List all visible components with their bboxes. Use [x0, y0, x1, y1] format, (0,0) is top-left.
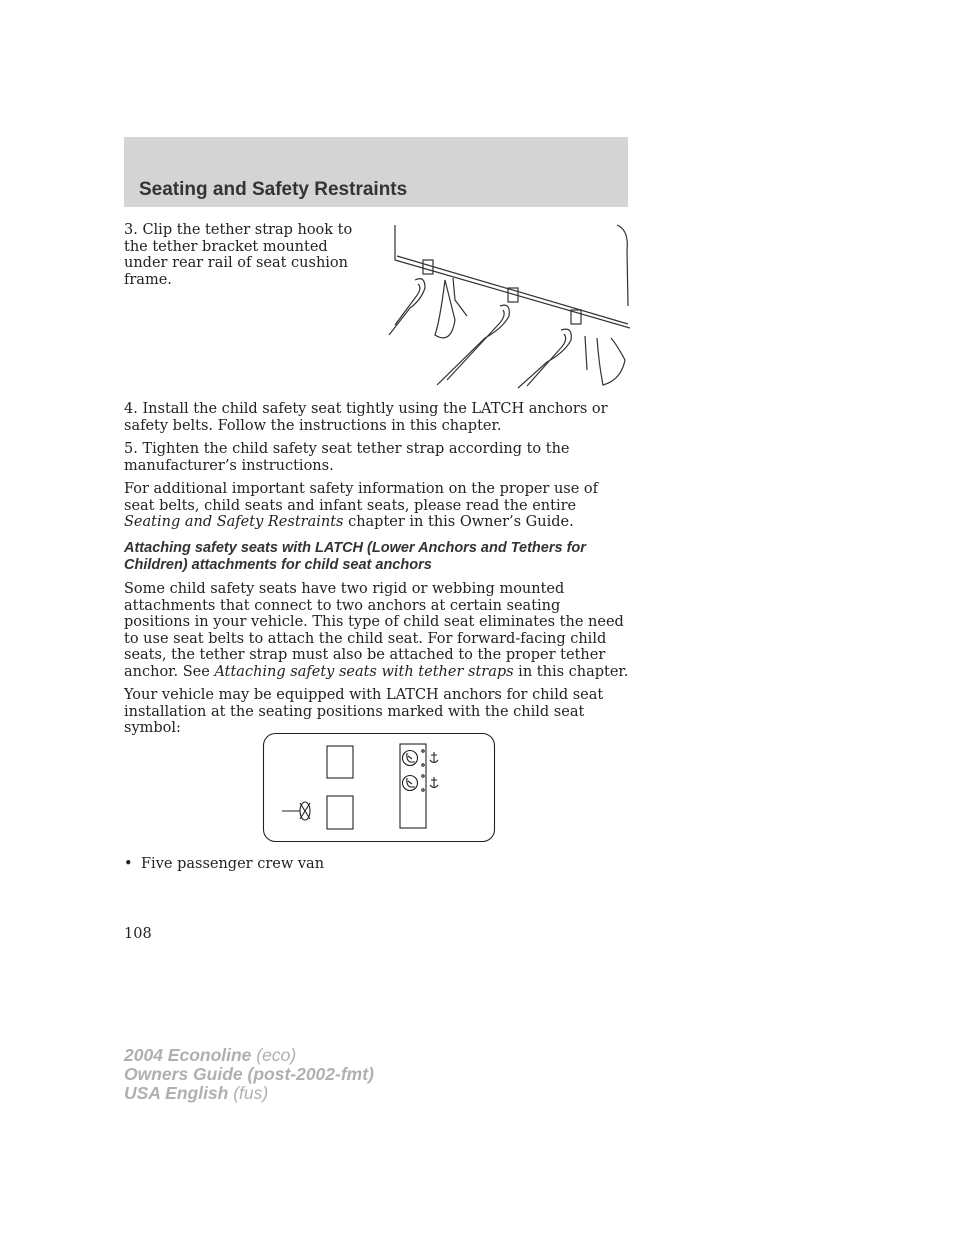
latch-subheading: Attaching safety seats with LATCH (Lower Anchors and Tethers for Children) attachments for child seat anchors [124, 540, 586, 573]
step-4-text: 4. Install the child safety seat tightly using the LATCH anchors or safety belts. Follow the instructions in this chapter. [124, 401, 608, 434]
footer-line-2 [124, 1065, 374, 1084]
bullet-marker: • [124, 856, 133, 872]
equipped-paragraph: Your vehicle may be equipped with LATCH anchors for child seat installation at the seating positions marked with the child seat symbol: [124, 687, 604, 736]
latch-paragraph [124, 581, 629, 680]
safety-info-text-end: chapter in this Owner’s Guide. [343, 514, 574, 530]
safety-info-text: For additional important safety information on the proper use of seat belts, child seats and infant seats, please read the entire [124, 481, 599, 514]
footer-language-code: (fus) [228, 1083, 269, 1103]
chapter-reference: Seating and Safety Restraints [124, 514, 344, 530]
tether-reference: Attaching safety seats with tether straps [214, 663, 514, 680]
footer-guide: Owners Guide (post-2002-fmt) [124, 1064, 374, 1084]
footer-line-1 [124, 1046, 374, 1065]
footer-model: 2004 Econoline [124, 1045, 252, 1065]
step-3-text: 3. Clip the tether strap hook to the tether bracket mounted under rear rail of seat cushion frame. [124, 222, 353, 288]
document-footer [124, 1046, 374, 1103]
step-5-text: 5. Tighten the child safety seat tether strap according to the manufacturer’s instructions. [124, 441, 570, 474]
page-number: 108 [124, 926, 152, 942]
safety-info-paragraph [124, 481, 629, 531]
section-header [124, 137, 628, 207]
crew-van-seating-diagram [262, 732, 498, 844]
tether-hooks-illustration [385, 220, 630, 390]
latch-text-end: in this chapter. [513, 663, 629, 680]
footer-line-3 [124, 1084, 374, 1103]
footer-language: USA English [124, 1083, 229, 1103]
footer-model-code: (eco) [251, 1045, 297, 1065]
latch-text: Some child safety seats have two rigid or webbing mounted attachments that connect to two anchors at certain seating positions in your vehicle. This type of child seat eliminates the need to use seat belts to attach the child seat. For forward-facing child seats, the tether strap must also be attached to the proper tether anchor. See [124, 581, 624, 680]
bullet-text: Five passenger crew van [141, 856, 325, 872]
section-title: Seating and Safety Restraints [139, 179, 408, 200]
